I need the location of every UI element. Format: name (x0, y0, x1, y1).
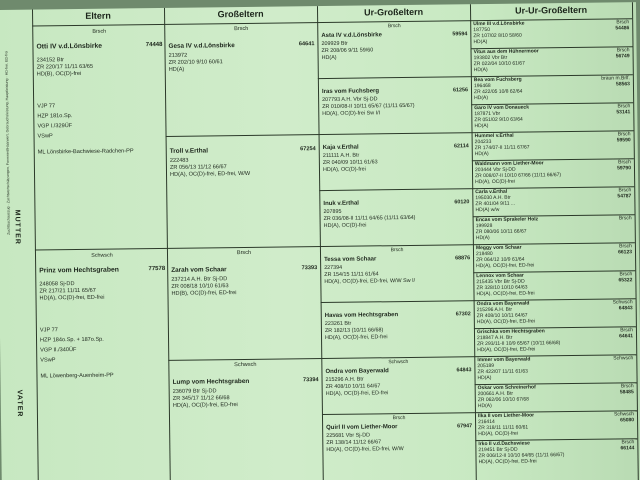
detail-line: 216414 (478, 418, 495, 426)
color-label: Schwsch (234, 361, 257, 369)
detail-line: HD(B), OC(D)-frei, ED-frei (171, 290, 237, 297)
great-great-grandparent-cell (474, 103, 630, 132)
detail-line: ZR 080/06 10/11 66/67 (475, 228, 527, 236)
name-row (323, 143, 469, 151)
registration-number: 74448 (145, 41, 163, 49)
detail-line: 207895 (323, 208, 342, 216)
father-name: Otti IV v.d.Lönsbirke (36, 42, 103, 51)
detail-line: 218847 A.H. Btr (477, 334, 513, 342)
detail-line: HD(A), OC(D)-frei, ED-frei, W/W Sw I/ (324, 277, 416, 286)
great-great-grandparent-cell (476, 215, 632, 244)
ancestor-name: Ilka II vom Liether-Moor (477, 412, 535, 420)
detail-line: HD(A) (475, 234, 490, 242)
great-great-grandparent-cell (478, 383, 634, 412)
color-label (322, 78, 468, 87)
great-great-grandparent-cell (476, 271, 632, 300)
detail-line: ZR 138/14 11/12 66/67 (326, 439, 382, 446)
color-label: Schwsch (612, 299, 633, 306)
detail-line: ZR 010/08-II 10/11 65/67 (11/11 65/67) (322, 102, 415, 111)
side-label-vater: VATER (15, 389, 23, 418)
registration-number: 59590 (616, 137, 631, 144)
detail-line: ZR 408/10 10/11 64/67 (476, 312, 528, 320)
color-label: Schwsch (613, 355, 634, 362)
registration-number: 62114 (453, 143, 469, 150)
great-grandparent-cell (323, 134, 470, 188)
name-row (322, 87, 468, 95)
name-row (325, 367, 471, 375)
detail-line: ZR 408/10 10/11 64/67 (325, 383, 381, 391)
header-ururgrosseltern: Ur-Ur-Großeltern (514, 4, 588, 16)
great-great-grandparent-cell (475, 159, 631, 188)
detail-line: 222483 (169, 157, 189, 164)
ancestor-name: Hummel v.Erthal (474, 132, 514, 140)
great-great-grandparent-cell (478, 411, 634, 440)
detail-line: ZR 040/09 10/11 61/63 (322, 159, 378, 167)
detail-line: HD(A), OC(D)-frei, ED-frei (172, 402, 238, 409)
registration-number: 73394 (302, 377, 319, 384)
detail-line: VGP II./340ÜF (40, 347, 77, 354)
color-label: Brsch (618, 187, 632, 194)
detail-line: HD(A) (474, 122, 489, 130)
name-row (323, 199, 469, 207)
detail-line: 211111 A.H. Btr (322, 152, 360, 160)
detail-line: ZR 051/02 9/10 63/64 (474, 116, 523, 124)
ancestor-name: Ulme III v.d.Lönsbirke (473, 20, 525, 28)
registration-number: 61256 (452, 87, 469, 94)
registration-number: 59790 (617, 165, 632, 172)
detail-line: ZR 208/06 9/11 59/60 (321, 47, 374, 55)
detail-line: HD(A), OC(D)-frei, ED-frei (476, 290, 535, 298)
detail-line: VJP 77 (39, 327, 58, 334)
ancestor-name: Grischka vom Hechtsgraben (476, 328, 545, 336)
detail-line: ZR 174/07-II 11/11 67/67 (474, 144, 530, 152)
color-label: Schwsch (91, 252, 113, 259)
registration-number: 58563 (616, 81, 630, 88)
side-label-mutter: MUTTER (13, 209, 21, 245)
detail-line: VSwP (40, 357, 56, 364)
mother-name: Prinz vom Hechtsgraben (39, 266, 119, 275)
color-label: Schwsch (613, 411, 635, 418)
grandparent-cell (171, 248, 318, 358)
great-grandparent-cell (323, 190, 470, 244)
detail-line: 187750 (473, 26, 491, 34)
detail-line: 215296 A.H. Btr (476, 306, 513, 314)
color-label: Brsch (618, 159, 631, 166)
detail-line: HZP 181o.Sp. (37, 113, 73, 120)
registration-number: 65322 (618, 277, 633, 284)
detail-line: HD(A), OC(D)-frei Sw I/I (322, 110, 381, 118)
grandparent-cell (172, 360, 319, 470)
great-great-grandparent-cell (478, 439, 634, 468)
detail-line: ZR 345/17 11/12 66/68 (172, 395, 230, 402)
detail-line: 237214 A.H. Btr Sj-DD (171, 276, 228, 283)
detail-line: ZR 182/13 (10/11 66/68) (324, 327, 384, 335)
detail-line: 218480 (475, 250, 493, 258)
registration-number: 60120 (454, 199, 470, 206)
detail-line: 225681 Vbr Sj-DD (326, 432, 371, 439)
great-great-grandparent-cell (477, 327, 633, 356)
detail-line: ML Löwenberg-Auenheim-PP (40, 372, 114, 380)
great-grandparent-name: Tessa vom Schaar (324, 256, 377, 264)
detail-line: HZP 184o.Sp. + 187o.Sp. (40, 336, 104, 344)
registration-number: 64843 (618, 305, 633, 312)
detail-line: HD(A), OC(D)-frei, ED-frei (325, 390, 389, 398)
detail-line: ZR 036/08-II 11/11 64/65 (11/11 63/64) (323, 214, 416, 223)
color-label: Schwsch (388, 358, 409, 366)
detail-line: HD(A), OC(D)-frei (478, 430, 518, 438)
pedigree-sheet (0, 2, 640, 480)
detail-line: VGP I./329ÜF (37, 123, 73, 130)
detail-line: 205189 (477, 362, 495, 370)
color-label: Brsch (92, 28, 107, 35)
detail-line: 236079 Btr Sj-DD (172, 388, 217, 395)
detail-line: HD(B), OC(D)-frei (36, 70, 82, 78)
detail-line: HD(A), OC(D)-frei, ED-frei (39, 294, 105, 302)
detail-line: ML Lönsbirke-Bachwiese-Radchen-PP (37, 148, 134, 156)
father-cell (36, 26, 165, 246)
great-great-grandparent-cell (475, 187, 631, 216)
detail-line: 195030 A.H. Btr (475, 194, 511, 202)
registration-number: 66144 (620, 445, 635, 452)
registration-number: 67947 (457, 423, 473, 430)
grandparent-cell (168, 24, 315, 134)
great-great-grandparent-cell (473, 19, 629, 48)
color-label (323, 190, 469, 199)
detail-line: 204233 (474, 138, 492, 146)
great-grandparent-name: Asta IV v.d.Lönsbirke (321, 32, 382, 40)
detail-line: HD(A) (473, 39, 488, 46)
registration-number: 59594 (452, 31, 468, 38)
ancestor-name: Garo IV vom Donaueck (474, 104, 530, 112)
color-label: braun m.Brlf. (601, 75, 630, 82)
color-label: Brsch (621, 439, 635, 446)
detail-line: 209929 Btr (321, 40, 348, 48)
grandparent-cell (170, 136, 317, 246)
registration-number: 56749 (615, 53, 630, 60)
great-great-grandparent-cell (474, 47, 630, 76)
registration-number: 68876 (455, 255, 471, 262)
great-grandparent-cell (325, 358, 472, 412)
detail-line: HD(A) (168, 66, 185, 73)
name-row (170, 146, 316, 155)
detail-line: HD(A), OC(D)-frei (323, 222, 367, 230)
ancestor-name: Meggy vom Schaar (475, 244, 522, 252)
color-label: Brsch (619, 243, 632, 250)
grandparent-name: Zarah vom Schaar (171, 266, 227, 274)
detail-line: ZR 064/12 10/9 61/64 (476, 256, 525, 264)
registration-number: 64641 (298, 41, 315, 48)
color-label: Brsch (620, 327, 633, 334)
great-great-grandparent-cell (477, 355, 633, 384)
great-grandparent-name: Kaja v.Erthal (322, 144, 359, 152)
detail-line: ZR 062/06 10/10 67/68 (477, 396, 529, 404)
detail-line: 248058 Sj-DD (39, 281, 75, 288)
color-label: Brsch (236, 249, 252, 257)
detail-line: ZR 107/02 8/10 58/60 (473, 32, 522, 40)
ancestor-name: Ondra vom Bayerwald (476, 300, 530, 308)
name-row (39, 266, 165, 275)
detail-line: ZR 006/12-II 10/10 64/65 (11/11 66/67) (478, 452, 565, 460)
great-great-grandparent-cell (476, 243, 632, 272)
color-label (323, 134, 469, 143)
detail-line: 223261 Btr (324, 320, 352, 328)
detail-line: ZR 217/21 11/11 65/67 (39, 287, 96, 295)
detail-line: ZR 422/07 11/11 61/63 (477, 368, 528, 376)
name-row (325, 311, 471, 319)
name-row (171, 265, 317, 274)
ancestor-name: Carla v.Erthal (475, 188, 508, 196)
registration-number: 67254 (300, 146, 316, 153)
detail-line: HD(A) (477, 402, 492, 410)
detail-line: 219451 Btr Sj-DD (478, 446, 518, 454)
great-grandparent-cell (321, 22, 468, 76)
detail-line: ZR 056/13 11/12 66/67 (169, 164, 227, 171)
detail-line: 199928 (475, 222, 493, 230)
detail-line: ZR 220/17 11/11 63/65 (36, 63, 94, 71)
detail-line: HD(A), OC(D)-frei (475, 178, 515, 186)
ancestor-name: Waldmann vom Liether-Moor (474, 160, 544, 168)
grandparent-name: Lump vom Hechtsgraben (172, 377, 250, 386)
name-row (168, 41, 314, 50)
detail-line: HD(A), OC(D)-frei, ED-frei (324, 334, 388, 342)
detail-line: 234152 Btr (36, 57, 65, 64)
name-row (321, 31, 467, 39)
ancestor-name: Lennox vom Schaar (476, 272, 524, 280)
detail-line: 196468 (473, 82, 491, 90)
great-grandparent-cell (322, 78, 469, 132)
detail-line: HD(A) (474, 150, 489, 158)
great-grandparent-cell (324, 246, 471, 300)
detail-line: 207793 A.H. Vbr Sj-DD (322, 96, 378, 104)
detail-line: ZR 008/18 10/10 61/63 (171, 283, 229, 290)
detail-line: 213972 (168, 52, 188, 59)
grandparent-name: Gesa IV v.d.Lönsbirke (168, 42, 235, 50)
ancestor-name: Oskar vom Schreinerhof (477, 384, 536, 392)
registration-number: 65080 (620, 417, 635, 424)
color-label: Brsch (234, 25, 249, 33)
registration-number: 66123 (618, 249, 633, 256)
mother-cell (39, 250, 168, 470)
detail-line: HD(A), OC(D)-frei, ED-frei (478, 458, 537, 466)
detail-line: ZR 422/05 10/8 62/64 (474, 88, 523, 96)
color-label: Brsch (618, 215, 632, 222)
header-eltern: Eltern (85, 10, 111, 21)
registration-number: 53141 (616, 109, 631, 116)
color-label: Brsch (620, 383, 634, 390)
registration-number: 77578 (148, 265, 166, 273)
great-great-grandparent-cell (474, 75, 630, 104)
detail-line: 215296 A.H. Btr (325, 376, 364, 384)
great-grandparent-name: Iras vom Fuchsberg (321, 88, 380, 96)
great-grandparent-cell (325, 302, 472, 356)
ancestor-name: Vitus aus dem Hühnermoor (473, 48, 539, 56)
great-grandparent-name: Havas vom Hechtsgraben (324, 312, 399, 320)
registration-number: 58485 (619, 389, 634, 396)
detail-line: ZR 401/04 9/11 ... (475, 200, 516, 208)
name-row (173, 377, 319, 386)
color-label: Brsch (617, 131, 631, 138)
great-great-grandparent-cell (475, 131, 631, 160)
detail-line: HD(A), OC(D)-frei (322, 166, 366, 174)
detail-line: HD(A), OC(D)-frei, ED-frei, W/W (169, 170, 251, 178)
header-grosseltern: Großeltern (217, 8, 264, 20)
detail-line: HD(A) w/w (475, 206, 500, 214)
great-great-grandparent-cell (477, 299, 633, 328)
registration-number: 67302 (455, 311, 471, 318)
color-label: Brsch (619, 271, 633, 278)
color-label: Brsch (616, 19, 630, 26)
detail-line: HD(A) (321, 54, 337, 62)
detail-line: ZR 154/15 11/11 61/64 (324, 271, 379, 279)
detail-line: VJP 77 (37, 103, 56, 110)
color-label: Brsch (616, 47, 630, 54)
detail-line: ZR 293/11-II 10/9 65/67 (10/11 66/68) (477, 340, 561, 348)
registration-number: 73393 (301, 265, 318, 272)
grandparent-name: Troll v.Erthal (169, 147, 209, 155)
detail-line: 215435 Vbr Btr Sj-DD (476, 278, 525, 286)
detail-line: ZR 202/10 9/10 60/61 (168, 59, 223, 66)
side-note: Zuchtbuchauszug · Zuchtwertschätzungen, Formwert/Haarwert, Gebrauchsleistung, Hauptleistung · HD-frei, ED-frei (4, 50, 11, 235)
detail-line: HD(A), OC(D)-frei, ED-frei (476, 262, 535, 270)
detail-line: HD(A), OC(D)-frei, ED-frei (477, 346, 536, 354)
registration-number: 54787 (617, 193, 632, 200)
color-label (170, 137, 316, 139)
color-label: Brsch (390, 247, 404, 254)
ancestor-name: Encas vom Sprakeler Holz (475, 216, 539, 224)
header-urgrosseltern: Ur-Großeltern (363, 6, 424, 18)
registration-number: 54486 (615, 25, 630, 32)
detail-line: HD(A) (473, 66, 488, 74)
detail-line: HD(A), OC(D)-frei, ED-frei, W/W (326, 446, 404, 453)
name-row (36, 42, 162, 51)
detail-line: 187871 Vbr (474, 110, 501, 118)
color-label: Brsch (387, 23, 401, 30)
detail-line: 203444 Vbr Sj-DD (474, 166, 516, 174)
registration-number: 64843 (456, 367, 472, 374)
ancestor-name: Immer vom Bayerwald (477, 356, 531, 364)
color-label (325, 302, 471, 311)
great-grandparent-cell (326, 414, 473, 468)
detail-line: HD(A) (474, 94, 489, 102)
detail-line: HD(A) (477, 374, 492, 382)
name-row (324, 255, 470, 263)
detail-line: ZR 008/07-II 10/10 67/66 (11/11 66/67) (475, 172, 562, 180)
detail-line: ZR 328/10 10/10 64/63 (476, 284, 528, 292)
detail-line: ZR 022/04 10/10 61/67 (473, 60, 525, 68)
detail-line: 200661 A.H. Btr (477, 390, 514, 398)
name-row (326, 423, 472, 431)
great-grandparent-name: Inuk v.Erthal (323, 200, 360, 208)
registration-number: 64641 (619, 333, 634, 340)
ancestor-name: Bea vom Fuchsberg (473, 76, 522, 84)
great-grandparent-name: Quirl II vom Liether-Moor (326, 424, 398, 431)
ancestor-name: Irko II v.d.Dachswiese (478, 440, 530, 448)
color-label: Brsch (617, 103, 631, 110)
detail-line: VSwP (37, 133, 53, 140)
detail-line: ZR 318/11 11/11 60/61 (478, 424, 529, 432)
great-grandparent-name: Ondra vom Bayerwald (325, 368, 389, 376)
detail-line: 193802 Vbr Btr (473, 54, 508, 62)
detail-line: 227394 (324, 264, 343, 272)
detail-line: HD(A), OC(D)-frei, ED-frei (476, 318, 535, 326)
color-label: Brsch (392, 415, 406, 422)
